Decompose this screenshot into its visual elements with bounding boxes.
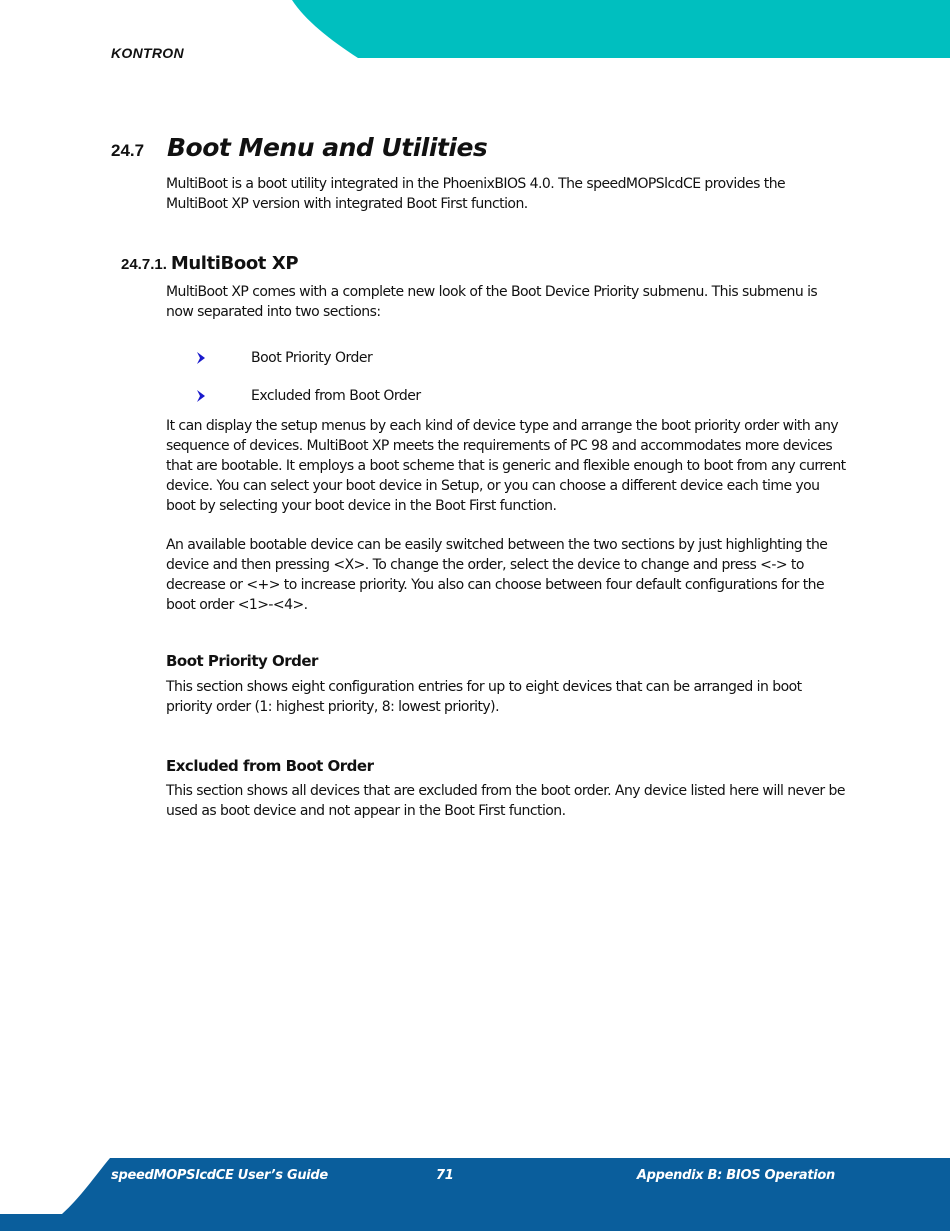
section-number: 24.7 xyxy=(111,141,145,160)
boot-priority-heading: Boot Priority Order xyxy=(166,652,318,670)
bullet-label: Excluded from Boot Order xyxy=(251,388,421,404)
footer-guide-title: speedMOPSlcdCE User’s Guide xyxy=(111,1168,328,1183)
excluded-heading: Excluded from Boot Order xyxy=(166,757,374,775)
subsection-title: MultiBoot XP xyxy=(170,253,299,274)
footer-page-number: 71 xyxy=(436,1168,454,1183)
body-paragraph-2: An available bootable device can be easily switched between the two sections by just highlighting the device and then pressing <X>. To change the order, select the device to change and press <-> to decrease or <+> to increase priority. You also can choose between four default configurations for the boot order <1>-<4>. xyxy=(166,537,828,613)
header-accent-shape xyxy=(292,0,950,58)
brand-logo-text: KONTRON xyxy=(111,45,184,61)
chevron-right-icon xyxy=(194,389,208,403)
bullet-item xyxy=(194,388,421,404)
boot-priority-paragraph: This section shows eight configuration entries for up to eight devices that can be arranged in boot priority order (1: highest priority, 8: lowest priority). xyxy=(166,679,802,715)
section-title: Boot Menu and Utilities xyxy=(167,133,488,162)
section-intro-paragraph: MultiBoot is a boot utility integrated in the PhoenixBIOS 4.0. The speedMOPSlcdCE provides the MultiBoot XP version with integrated Boot First function. xyxy=(166,176,786,212)
excluded-paragraph: This section shows all devices that are excluded from the boot order. Any device listed here will never be used as boot device and not appear in the Boot First function. xyxy=(166,783,845,819)
subsection-intro-paragraph: MultiBoot XP comes with a complete new look of the Boot Device Priority submenu. This submenu is now separated into two sections: xyxy=(166,284,818,320)
footer-chapter-title: Appendix B: BIOS Operation xyxy=(636,1168,835,1183)
bullet-label: Boot Priority Order xyxy=(251,350,373,366)
bullet-item xyxy=(194,350,372,366)
section-heading xyxy=(111,133,487,162)
body-paragraph-1: It can display the setup menus by each kind of device type and arrange the boot priority order with any sequence of devices. MultiBoot XP meets the requirements of PC 98 and accommodates more devices that are bootable. It employs a boot scheme that is generic and flexible enough to boot from any current device. You can select your boot device in Setup, or you can choose a different device each time you boot by selecting your boot device in the Boot First function. xyxy=(166,418,846,514)
subsection-heading xyxy=(121,253,298,274)
chevron-right-icon xyxy=(194,351,208,365)
subsection-number: 24.7.1. xyxy=(121,256,167,273)
